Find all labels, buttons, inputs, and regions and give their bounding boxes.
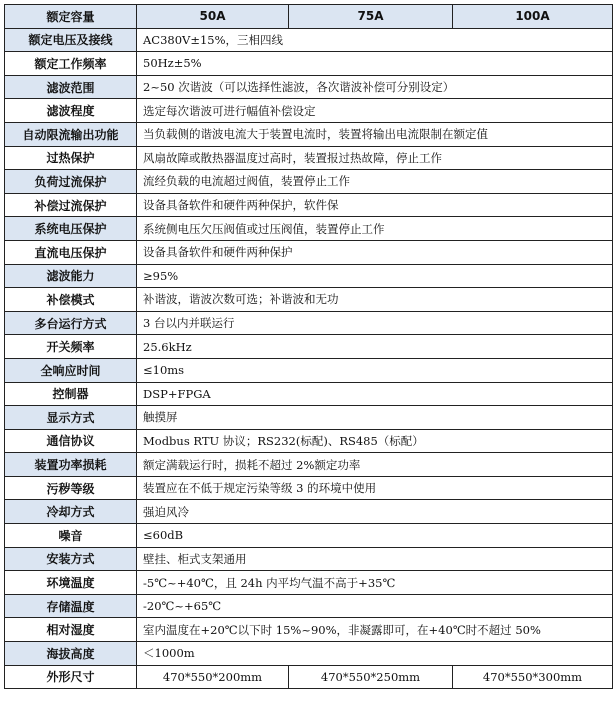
spec-row bbox=[5, 217, 613, 241]
spec-row bbox=[5, 311, 613, 335]
spec-value: 装置应在不低于规定污染等级 3 的环境中使用 bbox=[137, 476, 613, 500]
spec-label: 污秽等级 bbox=[5, 476, 137, 500]
spec-label: 系统电压保护 bbox=[5, 217, 137, 241]
spec-value: DSP+FPGA bbox=[137, 382, 613, 406]
spec-table bbox=[4, 4, 613, 689]
spec-value: 当负载侧的谐波电流大于装置电流时，装置将输出电流限制在额定值 bbox=[137, 122, 613, 146]
capacity-50a: 50A bbox=[137, 5, 289, 29]
spec-value: 25.6kHz bbox=[137, 335, 613, 359]
spec-label: 冷却方式 bbox=[5, 500, 137, 524]
spec-row bbox=[5, 642, 613, 666]
spec-value: AC380V±15%，三相四线 bbox=[137, 28, 613, 52]
spec-row bbox=[5, 240, 613, 264]
spec-row bbox=[5, 28, 613, 52]
capacity-75a: 75A bbox=[289, 5, 453, 29]
spec-value: -20℃~+65℃ bbox=[137, 594, 613, 618]
dimensions-label: 外形尺寸 bbox=[5, 665, 137, 689]
dimension-value: 470*550*250mm bbox=[289, 665, 453, 689]
dimension-value: 470*550*300mm bbox=[453, 665, 613, 689]
header-row bbox=[5, 5, 613, 29]
spec-value: 风扇故障或散热器温度过高时，装置报过热故障，停止工作 bbox=[137, 146, 613, 170]
spec-label: 安装方式 bbox=[5, 547, 137, 571]
spec-label: 海拔高度 bbox=[5, 642, 137, 666]
spec-row bbox=[5, 406, 613, 430]
spec-value: 强迫风冷 bbox=[137, 500, 613, 524]
spec-label: 额定工作频率 bbox=[5, 52, 137, 76]
spec-label: 额定电压及接线 bbox=[5, 28, 137, 52]
spec-label: 负荷过流保护 bbox=[5, 170, 137, 194]
spec-label: 过热保护 bbox=[5, 146, 137, 170]
spec-value: 系统侧电压欠压阀值或过压阀值，装置停止工作 bbox=[137, 217, 613, 241]
spec-row bbox=[5, 288, 613, 312]
spec-label: 自动限流输出功能 bbox=[5, 122, 137, 146]
spec-value: 设备具备软件和硬件两种保护 bbox=[137, 240, 613, 264]
spec-label: 滤波程度 bbox=[5, 99, 137, 123]
spec-row bbox=[5, 476, 613, 500]
spec-label: 显示方式 bbox=[5, 406, 137, 430]
spec-value: 触摸屏 bbox=[137, 406, 613, 430]
spec-value: 选定每次谐波可进行幅值补偿设定 bbox=[137, 99, 613, 123]
spec-value: 额定满载运行时，损耗不超过 2%额定功率 bbox=[137, 453, 613, 477]
spec-row bbox=[5, 75, 613, 99]
spec-row bbox=[5, 524, 613, 548]
spec-label: 控制器 bbox=[5, 382, 137, 406]
spec-row bbox=[5, 193, 613, 217]
spec-row bbox=[5, 264, 613, 288]
dimensions-row bbox=[5, 665, 613, 689]
spec-row bbox=[5, 52, 613, 76]
spec-label: 存储温度 bbox=[5, 594, 137, 618]
spec-label: 开关频率 bbox=[5, 335, 137, 359]
spec-label: 补偿过流保护 bbox=[5, 193, 137, 217]
spec-label: 滤波能力 bbox=[5, 264, 137, 288]
spec-value: 室内温度在+20℃以下时 15%~90%，非凝露即可，在+40℃时不超过 50% bbox=[137, 618, 613, 642]
spec-label: 通信协议 bbox=[5, 429, 137, 453]
spec-label: 全响应时间 bbox=[5, 358, 137, 382]
spec-row bbox=[5, 99, 613, 123]
spec-value: 设备具备软件和硬件两种保护，软件保 bbox=[137, 193, 613, 217]
spec-row bbox=[5, 382, 613, 406]
spec-row bbox=[5, 500, 613, 524]
spec-label: 直流电压保护 bbox=[5, 240, 137, 264]
spec-value: Modbus RTU 协议；RS232(标配)、RS485（标配） bbox=[137, 429, 613, 453]
spec-row bbox=[5, 594, 613, 618]
dimension-value: 470*550*200mm bbox=[137, 665, 289, 689]
spec-label: 环境温度 bbox=[5, 571, 137, 595]
spec-value: ≤10ms bbox=[137, 358, 613, 382]
spec-value: 2~50 次谐波（可以选择性滤波，各次谐波补偿可分别设定） bbox=[137, 75, 613, 99]
spec-label: 装置功率损耗 bbox=[5, 453, 137, 477]
spec-value: 50Hz±5% bbox=[137, 52, 613, 76]
header-title: 额定容量 bbox=[5, 5, 137, 29]
capacity-100a: 100A bbox=[453, 5, 613, 29]
spec-label: 噪音 bbox=[5, 524, 137, 548]
spec-value: ＜1000m bbox=[137, 642, 613, 666]
spec-value: 壁挂、柜式支架通用 bbox=[137, 547, 613, 571]
spec-value: 补谐波，谐波次数可选；补谐波和无功 bbox=[137, 288, 613, 312]
spec-label: 补偿模式 bbox=[5, 288, 137, 312]
spec-label: 滤波范围 bbox=[5, 75, 137, 99]
spec-row bbox=[5, 146, 613, 170]
spec-row bbox=[5, 618, 613, 642]
spec-row bbox=[5, 170, 613, 194]
spec-row bbox=[5, 122, 613, 146]
spec-label: 相对湿度 bbox=[5, 618, 137, 642]
spec-row bbox=[5, 429, 613, 453]
spec-row bbox=[5, 335, 613, 359]
spec-label: 多台运行方式 bbox=[5, 311, 137, 335]
spec-row bbox=[5, 571, 613, 595]
spec-value: 流经负载的电流超过阀值，装置停止工作 bbox=[137, 170, 613, 194]
spec-value: -5℃~+40℃，且 24h 内平均气温不高于+35℃ bbox=[137, 571, 613, 595]
spec-row bbox=[5, 547, 613, 571]
spec-value: ≥95% bbox=[137, 264, 613, 288]
spec-value: 3 台以内并联运行 bbox=[137, 311, 613, 335]
spec-value: ≤60dB bbox=[137, 524, 613, 548]
spec-row bbox=[5, 453, 613, 477]
spec-row bbox=[5, 358, 613, 382]
